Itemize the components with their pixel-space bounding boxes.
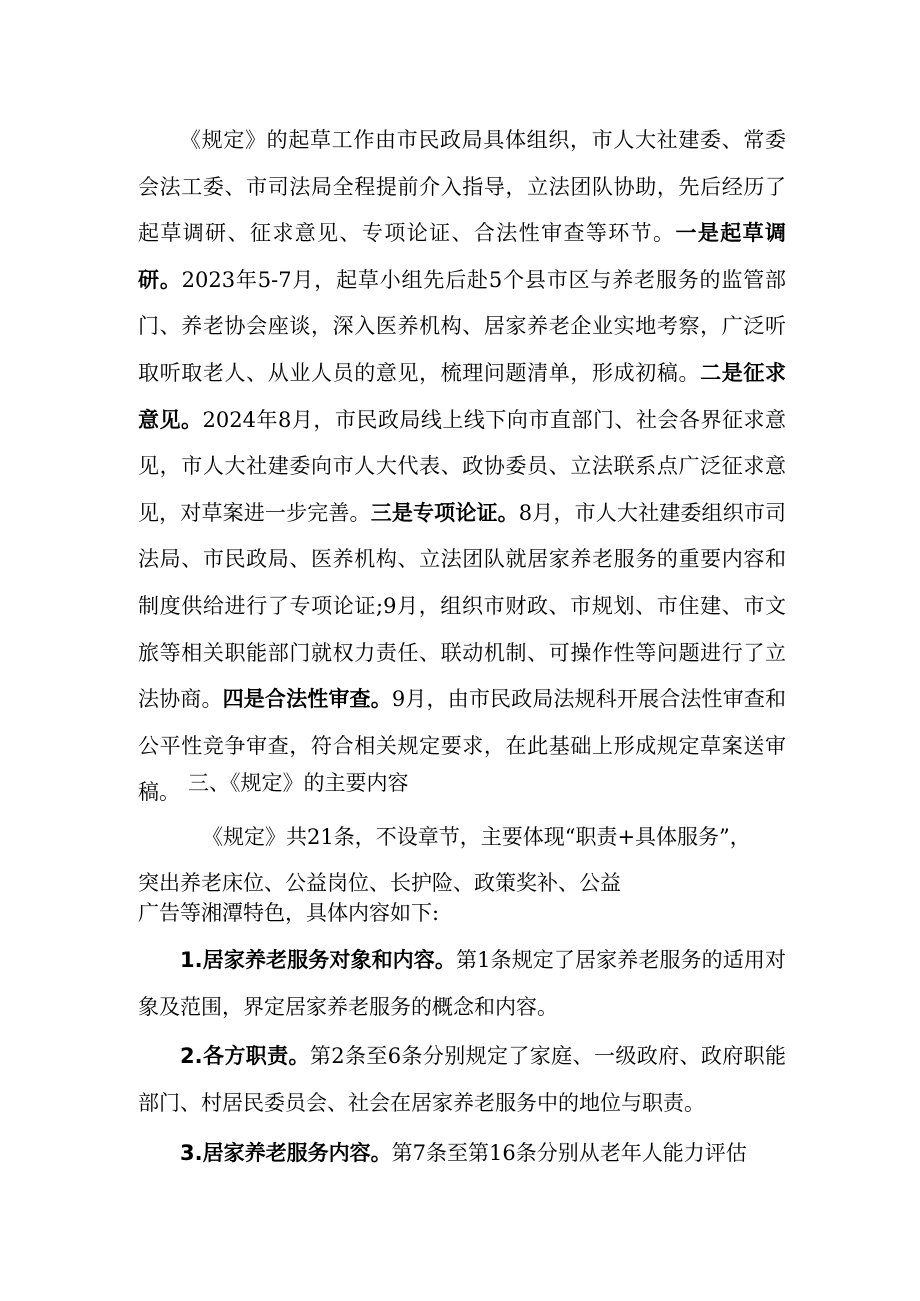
item-2-text: 第2条至6条分别规定了家庭、一级政府、政府职能部门、村居民委员会、社会在居家养老服务中的地位与职责。 bbox=[138, 1044, 786, 1115]
drafting-stage-3-heading: 三是专项论证。 bbox=[370, 500, 519, 525]
drafting-process-paragraph bbox=[138, 117, 786, 816]
item-2-title: .各方职责。 bbox=[194, 1044, 310, 1068]
drafting-stage-2-text: 2024年8月，市民政局线上线下向市直部门、社会各界征求意见，市人大社建委向市人大代表、政协委员、立法联系点广泛征求意见，对草案进一步完善。 bbox=[138, 407, 787, 525]
item-1-number: 1 bbox=[180, 948, 195, 972]
drafting-stage-4-text: 9月，由市民政局法规科开展合法性审查和公平性竞争审查，符合相关规定要求，在此基础上形成规定草案送审稿。 bbox=[138, 687, 787, 805]
item-3-title: .居家养老服务内容。 bbox=[194, 1141, 392, 1165]
content-item-3 bbox=[138, 1130, 786, 1177]
summary-line-3: 广告等湘潭特色，具体内容如下: bbox=[138, 901, 440, 925]
summary-line-1: 《规定》共21条，不设章节，主要体现“职责+具体服务”， bbox=[202, 825, 751, 849]
drafting-stage-1-heading: 一是起草调研。 bbox=[138, 221, 787, 292]
item-1-text: 第1条规定了居家养老服务的适用对象及范围，界定居家养老服务的概念和内容。 bbox=[138, 948, 786, 1019]
drafting-stage-3-text: 8月，市人大社建委组织市司法局、市民政局、医养机构、立法团队就居家养老服务的重要内容和制度供给进行了专项论证;9月，组织市财政、市规划、市住建、市文旅等相关职能部门就权力责任、联动机制、可操作性等问题进行了立法协商。 bbox=[138, 500, 787, 712]
drafting-stage-2-heading: 二是征求意见。 bbox=[138, 360, 787, 432]
content-item-2 bbox=[138, 1033, 786, 1126]
item-2-number: 2 bbox=[180, 1044, 195, 1068]
item-3-number: 3 bbox=[180, 1141, 195, 1165]
summary-line-2: 突出养老床位、公益岗位、长护险、政策奖补、公益 bbox=[138, 871, 621, 895]
item-3-text: 第7条至第16条分别从老年人能力评估 bbox=[391, 1141, 747, 1165]
section-heading: 三、《规定》的主要内容 bbox=[188, 771, 409, 795]
drafting-intro-text: 《规定》的起草工作由市民政局具体组织，市人大社建委、常委会法工委、市司法局全程提前介入指导，立法团队协助，先后经历了起草调研、征求意见、专项论证、合法性审查等环节。 bbox=[138, 128, 786, 246]
content-item-1 bbox=[138, 937, 786, 1030]
drafting-stage-4-heading: 四是合法性审查。 bbox=[222, 687, 392, 712]
drafting-stage-1-text: 2023年5-7月，起草小组先后赴5个县市区与养老服务的监管部门、养老协会座谈，深入医养机构、居家养老企业实地考察，广泛听取听取老人、从业人员的意见，梳理问题清单，形成初稿。 bbox=[138, 267, 787, 385]
item-1-title: .居家养老服务对象和内容。 bbox=[194, 948, 457, 972]
